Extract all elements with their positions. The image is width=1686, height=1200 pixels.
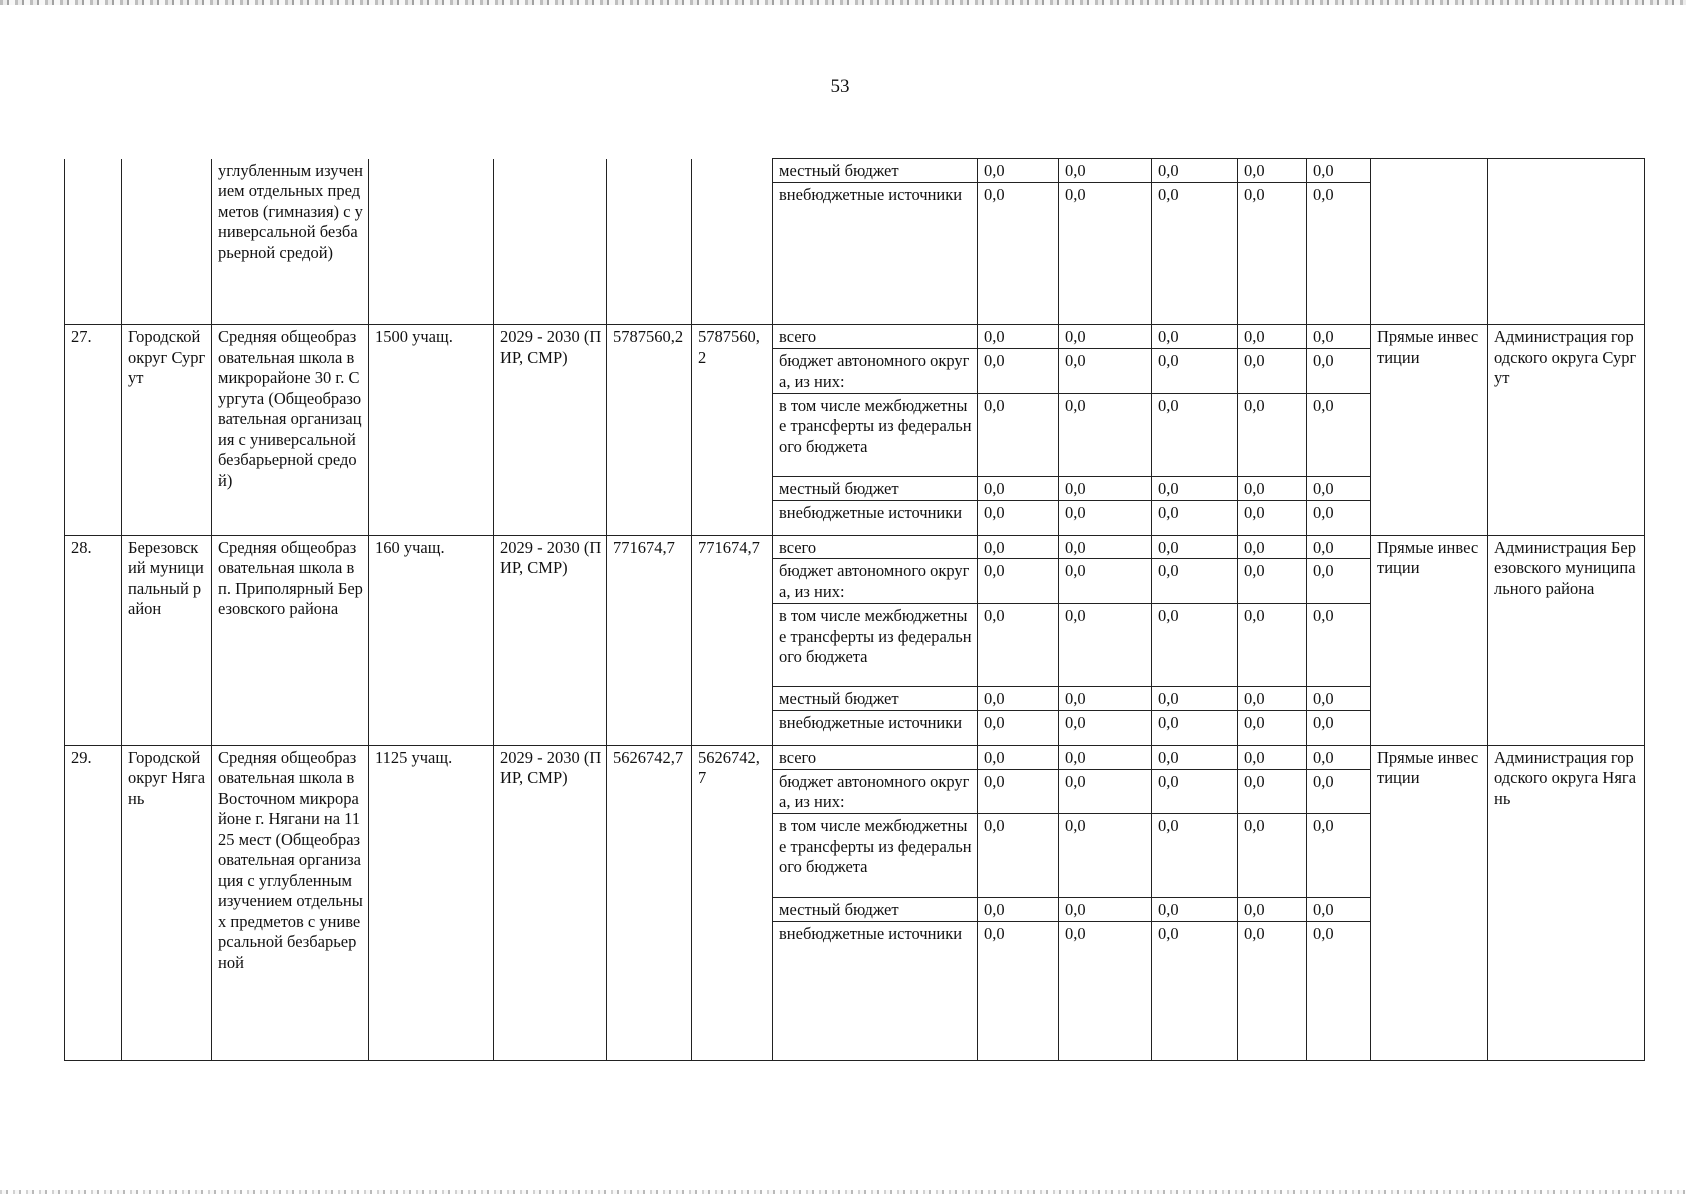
cell-investment-type — [1371, 159, 1488, 325]
finance-value: 0,0 — [978, 921, 1059, 1060]
cell-customer — [1488, 159, 1645, 325]
cell-investment-type: Прямые инвестиции — [1371, 745, 1488, 1060]
finance-value: 0,0 — [1152, 500, 1238, 535]
finance-value: 0,0 — [1059, 897, 1152, 921]
finance-value: 0,0 — [978, 477, 1059, 501]
finance-value: 0,0 — [1152, 349, 1238, 394]
cell-num: 27. — [65, 325, 122, 535]
cell-remaining — [692, 159, 773, 325]
cell-period: 2029 - 2030 (ПИР, СМР) — [494, 535, 607, 745]
cell-customer: Администрация городского округа Нягань — [1488, 745, 1645, 1060]
finance-label: внебюджетные источники — [773, 921, 978, 1060]
finance-label: внебюджетные источники — [773, 182, 978, 324]
finance-label: в том числе межбюджетные трансферты из федерального бюджета — [773, 604, 978, 687]
cell-period — [494, 159, 607, 325]
finance-value: 0,0 — [1059, 814, 1152, 897]
finance-label: местный бюджет — [773, 897, 978, 921]
finance-value: 0,0 — [978, 559, 1059, 604]
finance-value: 0,0 — [1059, 477, 1152, 501]
scan-edge-bottom — [0, 1190, 1686, 1194]
cell-capacity: 1125 учащ. — [369, 745, 494, 1060]
finance-value: 0,0 — [978, 535, 1059, 559]
finance-value: 0,0 — [1307, 535, 1371, 559]
finance-label: внебюджетные источники — [773, 711, 978, 746]
finance-value: 0,0 — [1152, 897, 1238, 921]
finance-value: 0,0 — [1238, 745, 1307, 769]
finance-value: 0,0 — [1238, 559, 1307, 604]
cell-municipality — [122, 159, 212, 325]
finance-value: 0,0 — [1238, 477, 1307, 501]
finance-value: 0,0 — [1152, 182, 1238, 324]
finance-value: 0,0 — [1238, 604, 1307, 687]
finance-value: 0,0 — [1238, 182, 1307, 324]
finance-value: 0,0 — [1238, 325, 1307, 349]
finance-value: 0,0 — [1307, 477, 1371, 501]
finance-value: 0,0 — [1059, 349, 1152, 394]
finance-value: 0,0 — [1152, 477, 1238, 501]
finance-value: 0,0 — [1238, 921, 1307, 1060]
finance-value: 0,0 — [978, 814, 1059, 897]
finance-value: 0,0 — [1152, 604, 1238, 687]
cell-cost: 5626742,7 — [607, 745, 692, 1060]
finance-value: 0,0 — [1238, 349, 1307, 394]
finance-label: в том числе межбюджетные трансферты из федерального бюджета — [773, 393, 978, 476]
finance-value: 0,0 — [978, 897, 1059, 921]
cell-object: углубленным изучением отдельных предметов (гимназия) с универсальной безбарьерной средой) — [212, 159, 369, 325]
finance-value: 0,0 — [1238, 687, 1307, 711]
cell-capacity: 160 учащ. — [369, 535, 494, 745]
finance-value: 0,0 — [1152, 159, 1238, 183]
finance-value: 0,0 — [1307, 687, 1371, 711]
cell-remaining: 771674,7 — [692, 535, 773, 745]
finance-value: 0,0 — [1307, 349, 1371, 394]
finance-value: 0,0 — [1307, 921, 1371, 1060]
finance-value: 0,0 — [1059, 393, 1152, 476]
cell-municipality: Городской округ Сургут — [122, 325, 212, 535]
cell-remaining: 5626742,7 — [692, 745, 773, 1060]
finance-value: 0,0 — [1059, 745, 1152, 769]
cell-remaining: 5787560,2 — [692, 325, 773, 535]
finance-value: 0,0 — [1059, 325, 1152, 349]
finance-value: 0,0 — [1238, 159, 1307, 183]
cell-num — [65, 159, 122, 325]
finance-label: местный бюджет — [773, 477, 978, 501]
finance-label: внебюджетные источники — [773, 500, 978, 535]
finance-label: бюджет автономного округа, из них: — [773, 349, 978, 394]
finance-value: 0,0 — [978, 325, 1059, 349]
finance-value: 0,0 — [1059, 921, 1152, 1060]
finance-value: 0,0 — [1059, 711, 1152, 746]
cell-period: 2029 - 2030 (ПИР, СМР) — [494, 325, 607, 535]
page-number: 53 — [830, 76, 850, 97]
finance-value: 0,0 — [1059, 559, 1152, 604]
finance-label: бюджет автономного округа, из них: — [773, 559, 978, 604]
finance-value: 0,0 — [1152, 559, 1238, 604]
cell-customer: Администрация городского округа Сургут — [1488, 325, 1645, 535]
table-row — [65, 745, 1645, 769]
finance-value: 0,0 — [978, 159, 1059, 183]
finance-value: 0,0 — [1059, 500, 1152, 535]
finance-value: 0,0 — [1152, 393, 1238, 476]
finance-value: 0,0 — [1307, 711, 1371, 746]
cell-object: Средняя общеобразовательная школа в Восточном микрорайоне г. Нягани на 1125 мест (Общеобразовательная организация с углубленным изучением отдельных предметов с универсальной безбарьерной — [212, 745, 369, 1060]
finance-label: в том числе межбюджетные трансферты из федерального бюджета — [773, 814, 978, 897]
finance-label: всего — [773, 535, 978, 559]
cell-cost: 5787560,2 — [607, 325, 692, 535]
finance-value: 0,0 — [978, 745, 1059, 769]
finance-value: 0,0 — [1238, 711, 1307, 746]
finance-value: 0,0 — [1307, 500, 1371, 535]
finance-value: 0,0 — [978, 687, 1059, 711]
finance-value: 0,0 — [1152, 921, 1238, 1060]
finance-value: 0,0 — [1152, 711, 1238, 746]
finance-value: 0,0 — [1238, 500, 1307, 535]
investment-objects-table — [64, 158, 1645, 1061]
scan-edge-top — [0, 0, 1686, 5]
table-row — [65, 159, 1645, 183]
finance-value: 0,0 — [978, 393, 1059, 476]
finance-value: 0,0 — [1238, 535, 1307, 559]
finance-value: 0,0 — [1152, 814, 1238, 897]
cell-num: 29. — [65, 745, 122, 1060]
cell-customer: Администрация Березовского муниципального района — [1488, 535, 1645, 745]
finance-value: 0,0 — [1307, 604, 1371, 687]
cell-capacity: 1500 учащ. — [369, 325, 494, 535]
finance-value: 0,0 — [1059, 604, 1152, 687]
finance-value: 0,0 — [1307, 159, 1371, 183]
cell-cost — [607, 159, 692, 325]
finance-value: 0,0 — [1238, 769, 1307, 814]
finance-label: местный бюджет — [773, 687, 978, 711]
finance-value: 0,0 — [1059, 182, 1152, 324]
cell-municipality: Городской округ Нягань — [122, 745, 212, 1060]
finance-value: 0,0 — [1152, 687, 1238, 711]
finance-value: 0,0 — [1307, 559, 1371, 604]
finance-value: 0,0 — [1307, 814, 1371, 897]
cell-num: 28. — [65, 535, 122, 745]
finance-value: 0,0 — [1307, 393, 1371, 476]
finance-value: 0,0 — [1307, 325, 1371, 349]
finance-value: 0,0 — [1152, 535, 1238, 559]
cell-object: Средняя общеобразовательная школа в микрорайоне 30 г. Сургута (Общеобразовательная организация с универсальной безбарьерной средой) — [212, 325, 369, 535]
finance-value: 0,0 — [978, 604, 1059, 687]
finance-value: 0,0 — [1307, 897, 1371, 921]
cell-period: 2029 - 2030 (ПИР, СМР) — [494, 745, 607, 1060]
cell-investment-type: Прямые инвестиции — [1371, 535, 1488, 745]
table-row — [65, 325, 1645, 349]
finance-value: 0,0 — [1152, 325, 1238, 349]
finance-value: 0,0 — [1238, 393, 1307, 476]
finance-value: 0,0 — [1152, 745, 1238, 769]
finance-label: всего — [773, 325, 978, 349]
finance-value: 0,0 — [978, 769, 1059, 814]
finance-value: 0,0 — [1238, 897, 1307, 921]
table-body — [65, 159, 1645, 1061]
cell-capacity — [369, 159, 494, 325]
finance-value: 0,0 — [1059, 687, 1152, 711]
finance-value: 0,0 — [1307, 745, 1371, 769]
finance-value: 0,0 — [978, 349, 1059, 394]
finance-label: местный бюджет — [773, 159, 978, 183]
finance-label: всего — [773, 745, 978, 769]
finance-value: 0,0 — [1152, 769, 1238, 814]
finance-value: 0,0 — [1307, 182, 1371, 324]
cell-investment-type: Прямые инвестиции — [1371, 325, 1488, 535]
finance-value: 0,0 — [1059, 769, 1152, 814]
finance-label: бюджет автономного округа, из них: — [773, 769, 978, 814]
finance-value: 0,0 — [1059, 535, 1152, 559]
finance-value: 0,0 — [978, 500, 1059, 535]
finance-value: 0,0 — [978, 711, 1059, 746]
finance-value: 0,0 — [1238, 814, 1307, 897]
finance-value: 0,0 — [1059, 159, 1152, 183]
cell-cost: 771674,7 — [607, 535, 692, 745]
cell-municipality: Березовский муниципальный район — [122, 535, 212, 745]
finance-value: 0,0 — [978, 182, 1059, 324]
cell-object: Средняя общеобразовательная школа в п. Приполярный Березовского района — [212, 535, 369, 745]
finance-value: 0,0 — [1307, 769, 1371, 814]
table-row — [65, 535, 1645, 559]
